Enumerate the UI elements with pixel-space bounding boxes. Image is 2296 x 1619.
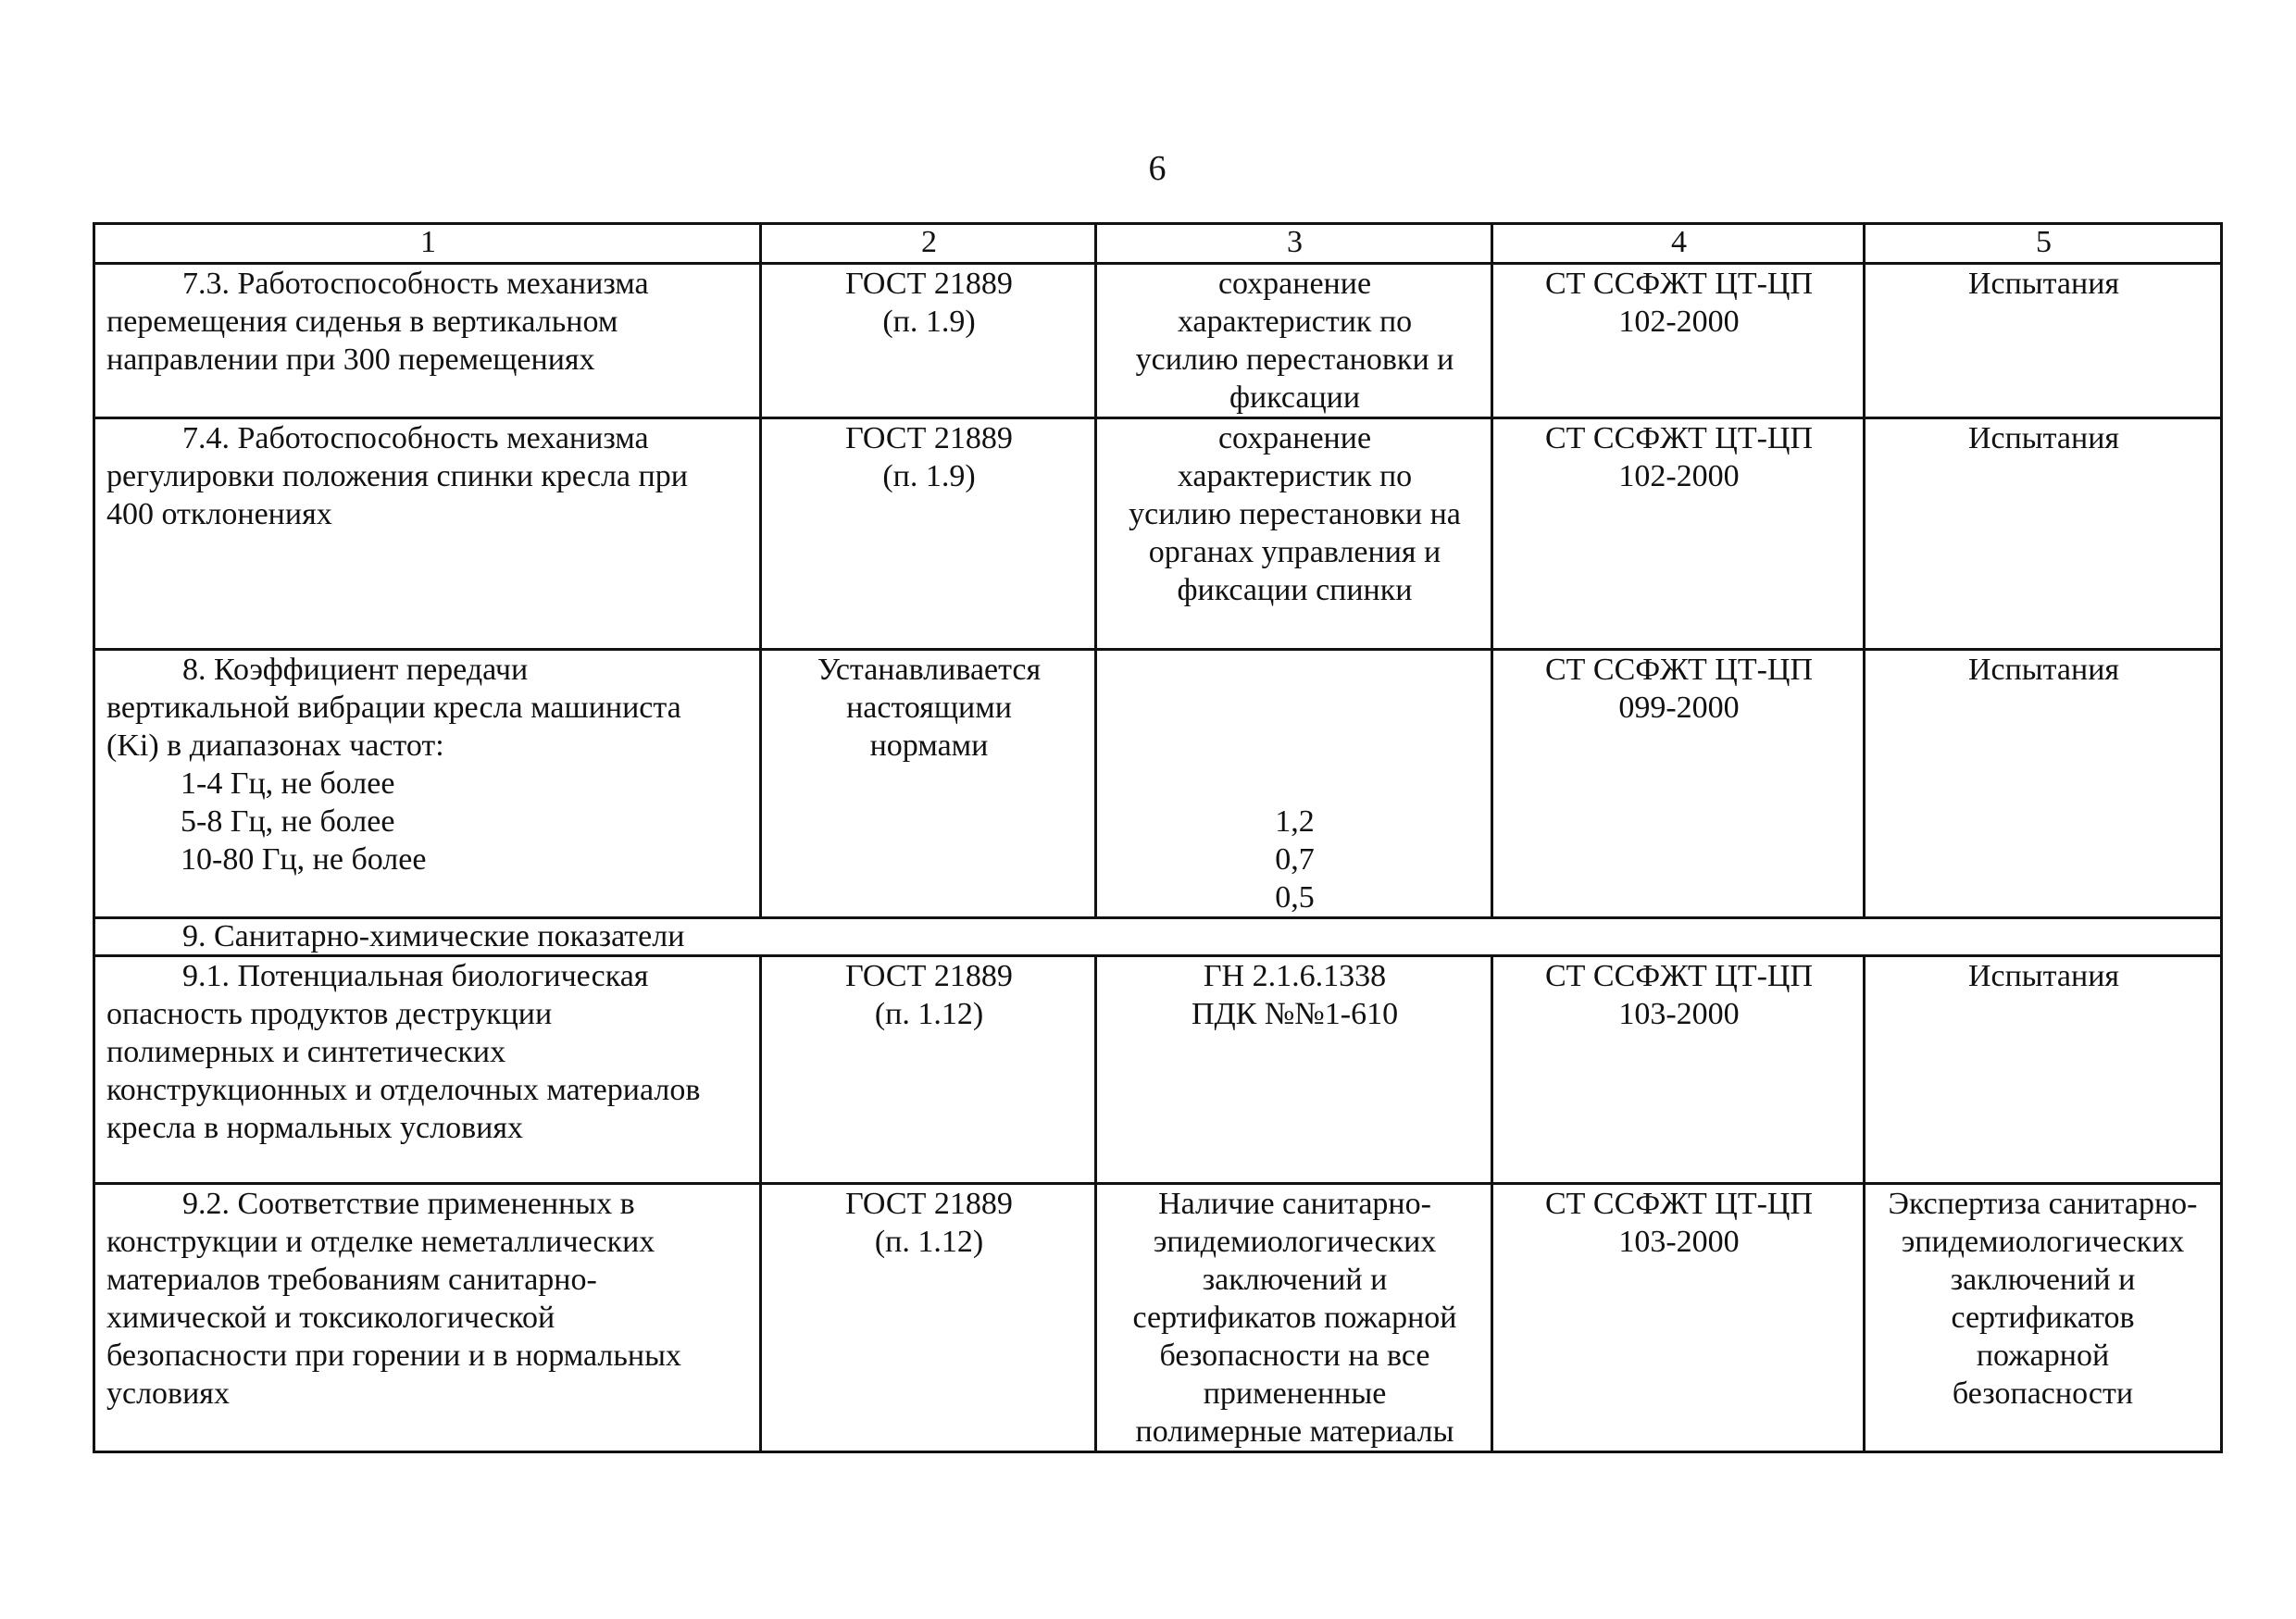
cell-line: усилию перестановки и — [1135, 342, 1454, 377]
norm-value: 0,5 — [1275, 880, 1315, 915]
cell-line: ГОСТ 21889 — [845, 1187, 1013, 1221]
cell-line: ГН 2.1.6.1338 — [1203, 959, 1387, 993]
table-row — [94, 1184, 2222, 1452]
cell-line: 9.1. Потенциальная биологическая — [182, 959, 649, 993]
check-type-cell — [1865, 956, 2222, 1184]
cell-line: полимерных и синтетических — [106, 1035, 506, 1069]
cell-line: характеристик по — [1177, 305, 1413, 339]
cell-line: пожарной — [1976, 1339, 2110, 1373]
cell-line: опасность продуктов деструкции — [106, 997, 553, 1031]
check-type-cell — [1865, 264, 2222, 418]
frequency-range: 10-80 Гц, не более — [181, 842, 427, 877]
cell-line: (п. 1.12) — [874, 1225, 984, 1259]
table-row — [94, 264, 2222, 418]
cell-line: (п. 1.12) — [874, 997, 984, 1031]
spacer — [1108, 651, 1481, 727]
cell-line: заключений и — [1202, 1263, 1388, 1297]
method-cell — [1492, 956, 1865, 1184]
document-cell — [761, 264, 1096, 418]
cell-line: СТ ССФЖТ ЦТ-ЦП — [1544, 421, 1814, 455]
cell-line: СТ ССФЖТ ЦТ-ЦП — [1544, 1187, 1814, 1221]
cell-line: конструкционных и отделочных материалов — [106, 1073, 701, 1107]
cell-line: Испытания — [1967, 959, 2120, 993]
method-cell — [1492, 1184, 1865, 1452]
frequency-range: 5-8 Гц, не более — [181, 804, 395, 839]
section-heading — [94, 918, 2222, 956]
check-type-cell — [1865, 1184, 2222, 1452]
cell-line: 7.4. Работоспособность механизма — [182, 421, 649, 455]
indicator-cell — [94, 418, 761, 650]
cell-line: кресла в нормальных условиях — [106, 1111, 523, 1145]
document-cell — [761, 650, 1096, 918]
cell-line: материалов требованиям санитарно- — [106, 1263, 597, 1297]
column-header: 5 — [1865, 224, 2222, 264]
cell-line: Испытания — [1967, 267, 2120, 301]
indicator-cell — [94, 264, 761, 418]
norm-value: 0,7 — [1275, 842, 1315, 877]
section-title: 9. Санитарно-химические показатели — [182, 919, 685, 953]
cell-line: сохранение — [1217, 421, 1372, 455]
cell-line: 8. Коэффициент передачи — [182, 653, 529, 687]
cell-line: вертикальной вибрации кресла машиниста — [106, 691, 681, 725]
cell-line: ПДК №№1-610 — [1191, 997, 1399, 1031]
cell-line: фиксации спинки — [1177, 573, 1413, 607]
page-number: 6 — [1148, 149, 1167, 188]
cell-line: конструкции и отделке неметаллических — [106, 1225, 655, 1259]
cell-line: Устанавливается — [817, 653, 1042, 687]
cell-line: 102-2000 — [1618, 459, 1740, 493]
indicator-cell — [94, 650, 761, 918]
document-cell — [761, 418, 1096, 650]
cell-line: ГОСТ 21889 — [845, 421, 1013, 455]
cell-line: органах управления и — [1148, 535, 1441, 569]
cell-line: примененные — [1203, 1376, 1387, 1411]
cell-line: Экспертиза санитарно- — [1888, 1187, 2198, 1221]
table-header-row — [94, 224, 2222, 264]
cell-line: фиксации — [1229, 380, 1361, 415]
cell-line: регулировки положения спинки кресла при — [106, 459, 688, 493]
check-type-cell — [1865, 650, 2222, 918]
cell-line: СТ ССФЖТ ЦТ-ЦП — [1544, 959, 1814, 993]
cell-line: эпидемиологических — [1901, 1225, 2185, 1259]
cell-line: нормами — [869, 729, 989, 763]
cell-line: сертификатов пожарной — [1132, 1301, 1457, 1335]
document-cell — [761, 956, 1096, 1184]
cell-line: настоящими — [846, 691, 1012, 725]
cell-line: ГОСТ 21889 — [845, 267, 1013, 301]
section-row — [94, 918, 2222, 956]
cell-line: перемещения сиденья в вертикальном — [106, 305, 618, 339]
norm-cell — [1096, 1184, 1492, 1452]
cell-line: ГОСТ 21889 — [845, 959, 1013, 993]
cell-line: Испытания — [1967, 653, 2120, 687]
indicator-cell — [94, 956, 761, 1184]
cell-line: 099-2000 — [1618, 691, 1740, 725]
method-cell — [1492, 264, 1865, 418]
table-row — [94, 956, 2222, 1184]
document-cell — [761, 1184, 1096, 1452]
requirements-table — [93, 222, 2223, 1453]
cell-line: сертификатов — [1951, 1301, 2135, 1335]
norm-cell — [1096, 264, 1492, 418]
cell-line: (Ki) в диапазонах частот: — [106, 729, 444, 763]
indicator-cell — [94, 1184, 761, 1452]
cell-line: (п. 1.9) — [882, 305, 976, 339]
cell-line: химической и токсикологической — [106, 1301, 555, 1335]
cell-line: (п. 1.9) — [882, 459, 976, 493]
cell-line: СТ ССФЖТ ЦТ-ЦП — [1544, 267, 1814, 301]
cell-line: характеристик по — [1177, 459, 1413, 493]
cell-line: условиях — [106, 1376, 230, 1411]
cell-line: Наличие санитарно- — [1158, 1187, 1431, 1221]
cell-line: полимерные материалы — [1135, 1414, 1454, 1449]
cell-line: 9.2. Соответствие примененных в — [182, 1187, 635, 1221]
norm-cell — [1096, 956, 1492, 1184]
cell-line: 102-2000 — [1618, 305, 1740, 339]
cell-line: сохранение — [1217, 267, 1372, 301]
cell-line: СТ ССФЖТ ЦТ-ЦП — [1544, 653, 1814, 687]
cell-line: Испытания — [1967, 421, 2120, 455]
norm-cell — [1096, 418, 1492, 650]
column-header: 4 — [1492, 224, 1865, 264]
cell-line: 103-2000 — [1618, 1225, 1740, 1259]
cell-line: безопасности — [1952, 1376, 2134, 1411]
frequency-range: 1-4 Гц, не более — [181, 766, 395, 801]
method-cell — [1492, 418, 1865, 650]
cell-line: эпидемиологических — [1153, 1225, 1437, 1259]
cell-line: заключений и — [1950, 1263, 2136, 1297]
cell-line: безопасности при горении и в нормальных — [106, 1339, 681, 1373]
cell-line: безопасности на все — [1159, 1339, 1430, 1373]
cell-line: усилию перестановки на — [1129, 497, 1461, 531]
column-header: 2 — [761, 224, 1096, 264]
table-row — [94, 650, 2222, 918]
spacer — [1108, 727, 1481, 803]
column-header: 3 — [1096, 224, 1492, 264]
norm-value: 1,2 — [1275, 804, 1315, 839]
table-row — [94, 418, 2222, 650]
cell-line: направлении при 300 перемещениях — [106, 342, 595, 377]
column-header: 1 — [94, 224, 761, 264]
norm-cell — [1096, 650, 1492, 918]
check-type-cell — [1865, 418, 2222, 650]
cell-line: 7.3. Работоспособность механизма — [182, 267, 649, 301]
cell-line: 400 отклонениях — [106, 497, 332, 531]
cell-line: 103-2000 — [1618, 997, 1740, 1031]
method-cell — [1492, 650, 1865, 918]
